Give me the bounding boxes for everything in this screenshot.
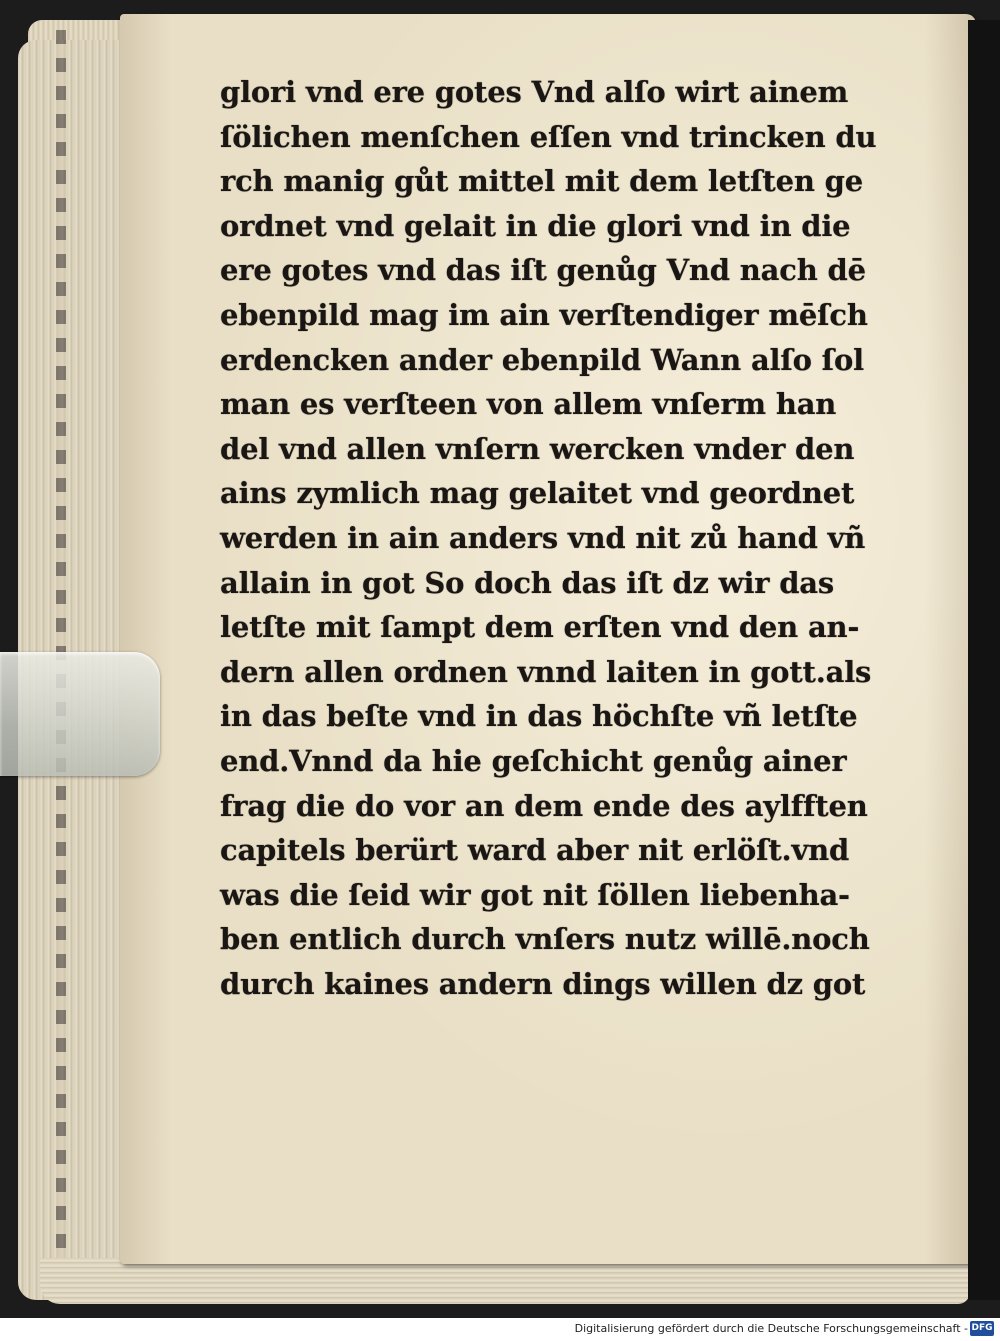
scanner-background-right bbox=[968, 20, 1000, 1300]
text-line: werden in ain anders vnd nit zů hand vñ bbox=[220, 520, 866, 555]
text-line: ſölichen menſchen eſſen vnd trincken du bbox=[220, 119, 877, 154]
binding-gutter bbox=[56, 30, 66, 1270]
text-line: del vnd allen vnſern wercken vnder den bbox=[220, 431, 855, 466]
text-line: rch manig gůt mittel mit dem letſten ge bbox=[220, 164, 863, 199]
page-holder-clip bbox=[0, 652, 160, 776]
dfg-logo-icon: DFG bbox=[970, 1321, 994, 1336]
text-line: durch kaines andern dings willen dz got bbox=[220, 966, 866, 1001]
text-line: letſte mit ſampt dem erſten vnd den an- bbox=[220, 610, 860, 645]
text-line: in das beſte vnd in das höchſte vñ letſte bbox=[220, 699, 858, 734]
text-line: ben entlich durch vnſers nutz willē.noch bbox=[220, 922, 870, 957]
text-line: ebenpild mag im ain verſtendiger mēſch bbox=[220, 297, 868, 332]
text-line: capitels berürt ward aber nit erlöſt.vnd bbox=[220, 833, 850, 868]
text-line: ordnet vnd gelait in die glori vnd in die bbox=[220, 208, 851, 243]
text-line: allain in got So doch das iſt dz wir das bbox=[220, 565, 835, 600]
text-line: man es verſteen von allem vnſerm han bbox=[220, 387, 837, 422]
text-line: end.Vnnd da hie geſchicht genůg ainer bbox=[220, 743, 847, 778]
text-line: dern allen ordnen vnnd laiten in gott.als bbox=[220, 654, 872, 689]
text-line: glori vnd ere gotes Vnd alſo wirt ainem bbox=[220, 75, 849, 109]
text-line: ere gotes vnd das iſt genůg Vnd nach dē bbox=[220, 253, 866, 288]
page-text-block bbox=[220, 70, 920, 1006]
book-page bbox=[120, 14, 976, 1264]
page-stack-bottom bbox=[40, 1258, 970, 1304]
text-line: was die ſeid wir got nit ſöllen liebenha- bbox=[220, 877, 850, 912]
text-line: ains zymlich mag gelaitet vnd geordnet bbox=[220, 476, 855, 511]
digitization-credit: Digitalisierung gefördert durch die Deutsche Forschungsgemeinschaft - bbox=[574, 1322, 968, 1335]
text-line: frag die do vor an dem ende des aylfften bbox=[220, 788, 868, 823]
text-line: erdencken ander ebenpild Wann alſo ſol bbox=[220, 342, 864, 377]
